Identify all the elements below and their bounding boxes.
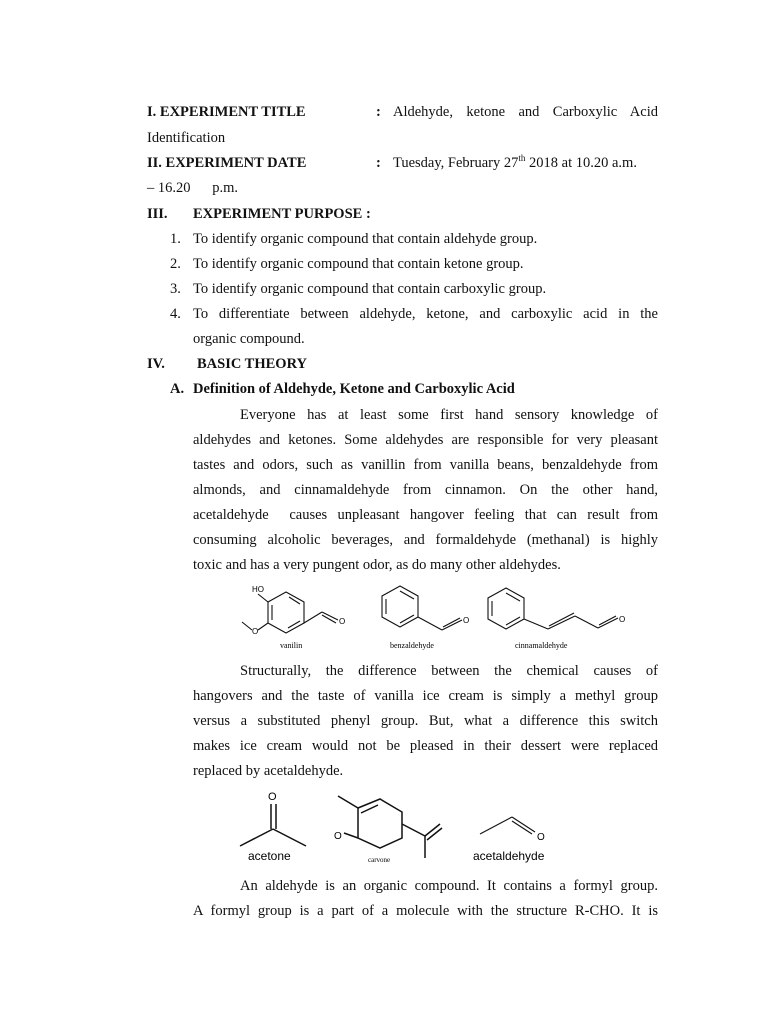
vanillin-carbonyl-oxygen: O xyxy=(339,617,346,626)
purpose-item-num: 3. xyxy=(170,281,181,297)
purpose-item-text: To identify organic compound that contain ketone group. xyxy=(193,256,524,272)
purpose-item-num: 1. xyxy=(170,231,181,247)
paragraph-line: A formyl group is a part of a molecule with the structure R-CHO. It is xyxy=(193,903,658,919)
acetaldehyde-oxygen: O xyxy=(537,832,545,843)
subsection-letter: A. xyxy=(170,381,185,397)
methoxy-oxygen-label: O xyxy=(252,627,259,636)
purpose-item-num: 4. xyxy=(170,306,181,322)
carvone-oxygen: O xyxy=(334,831,342,842)
benzaldehyde-label: benzaldehyde xyxy=(390,641,434,650)
experiment-date-label: II. EXPERIMENT DATE xyxy=(147,155,307,171)
purpose-item-num: 2. xyxy=(170,256,181,272)
hydroxyl-label: HO xyxy=(252,585,264,594)
paragraph-line: makes ice cream would not be pleased in their dessert were replaced xyxy=(193,738,658,754)
cinnamaldehyde-carbonyl-oxygen: O xyxy=(619,615,626,624)
paragraph-line: Everyone has at least some first hand sensory knowledge of xyxy=(240,407,658,423)
experiment-title-value-cont: Identification xyxy=(147,130,226,146)
paragraph-line: An aldehyde is an organic compound. It contains a formyl group. xyxy=(240,878,658,894)
paragraph-line: aldehydes and ketones. Some aldehydes are responsible for very pleasant xyxy=(193,432,658,448)
theory-heading: BASIC THEORY xyxy=(197,356,308,372)
purpose-heading: EXPERIMENT PURPOSE : xyxy=(193,206,371,222)
benzaldehyde-carbonyl-oxygen: O xyxy=(463,616,470,625)
experiment-date-value-cont: – 16.20 p.m. xyxy=(147,180,239,196)
carvone-label: carvone xyxy=(368,856,391,864)
purpose-item-text: To identify organic compound that contain aldehyde group. xyxy=(193,231,538,247)
experiment-title-value: Aldehyde, ketone and Carboxylic Acid xyxy=(393,104,658,120)
paragraph-line: hangovers and the taste of vanilla ice cream is simply a methyl group xyxy=(193,688,658,704)
acetone-oxygen: O xyxy=(268,791,277,803)
acetaldehyde-label: acetaldehyde xyxy=(473,849,545,863)
paragraph-line: tastes and odors, such as vanillin from vanilla beans, benzaldehyde from xyxy=(193,457,658,473)
subsection-heading: Definition of Aldehyde, Ketone and Carboxylic Acid xyxy=(193,381,515,397)
theory-numeral: IV. xyxy=(147,356,165,372)
paragraph-line: versus a substituted phenyl group. But, what a difference this switch xyxy=(193,713,658,729)
purpose-item-text: To differentiate between aldehyde, ketone, and carboxylic acid in the xyxy=(193,306,658,322)
purpose-item-text-cont: organic compound. xyxy=(193,331,305,347)
experiment-title-colon: : xyxy=(376,104,381,120)
paragraph-line: almonds, and cinnamaldehyde from cinnamon. On the other hand, xyxy=(193,482,658,498)
experiment-date-value: Tuesday, February 27th 2018 at 10.20 a.m. xyxy=(393,153,637,171)
paragraph-line: Structurally, the difference between the chemical causes of xyxy=(240,663,658,679)
acetone-label: acetone xyxy=(248,849,291,863)
vanillin-label: vanilin xyxy=(280,641,303,650)
paragraph-line: replaced by acetaldehyde. xyxy=(193,763,344,779)
paragraph-line: toxic and has a very pungent odor, as do many other aldehydes. xyxy=(193,557,561,573)
aldehyde-structures-figure xyxy=(230,578,650,654)
cinnamaldehyde-label: cinnamaldehyde xyxy=(515,641,568,650)
experiment-title-label: I. EXPERIMENT TITLE xyxy=(147,104,306,120)
paragraph-line: consuming alcoholic beverages, and formaldehyde (methanal) is highly xyxy=(193,532,658,548)
experiment-date-colon: : xyxy=(376,155,381,171)
paragraph-line: acetaldehyde causes unpleasant hangover feeling that can result from xyxy=(193,507,658,523)
ketone-structures-figure xyxy=(230,784,570,870)
purpose-item-text: To identify organic compound that contain carboxylic group. xyxy=(193,281,547,297)
purpose-numeral: III. xyxy=(147,206,168,222)
